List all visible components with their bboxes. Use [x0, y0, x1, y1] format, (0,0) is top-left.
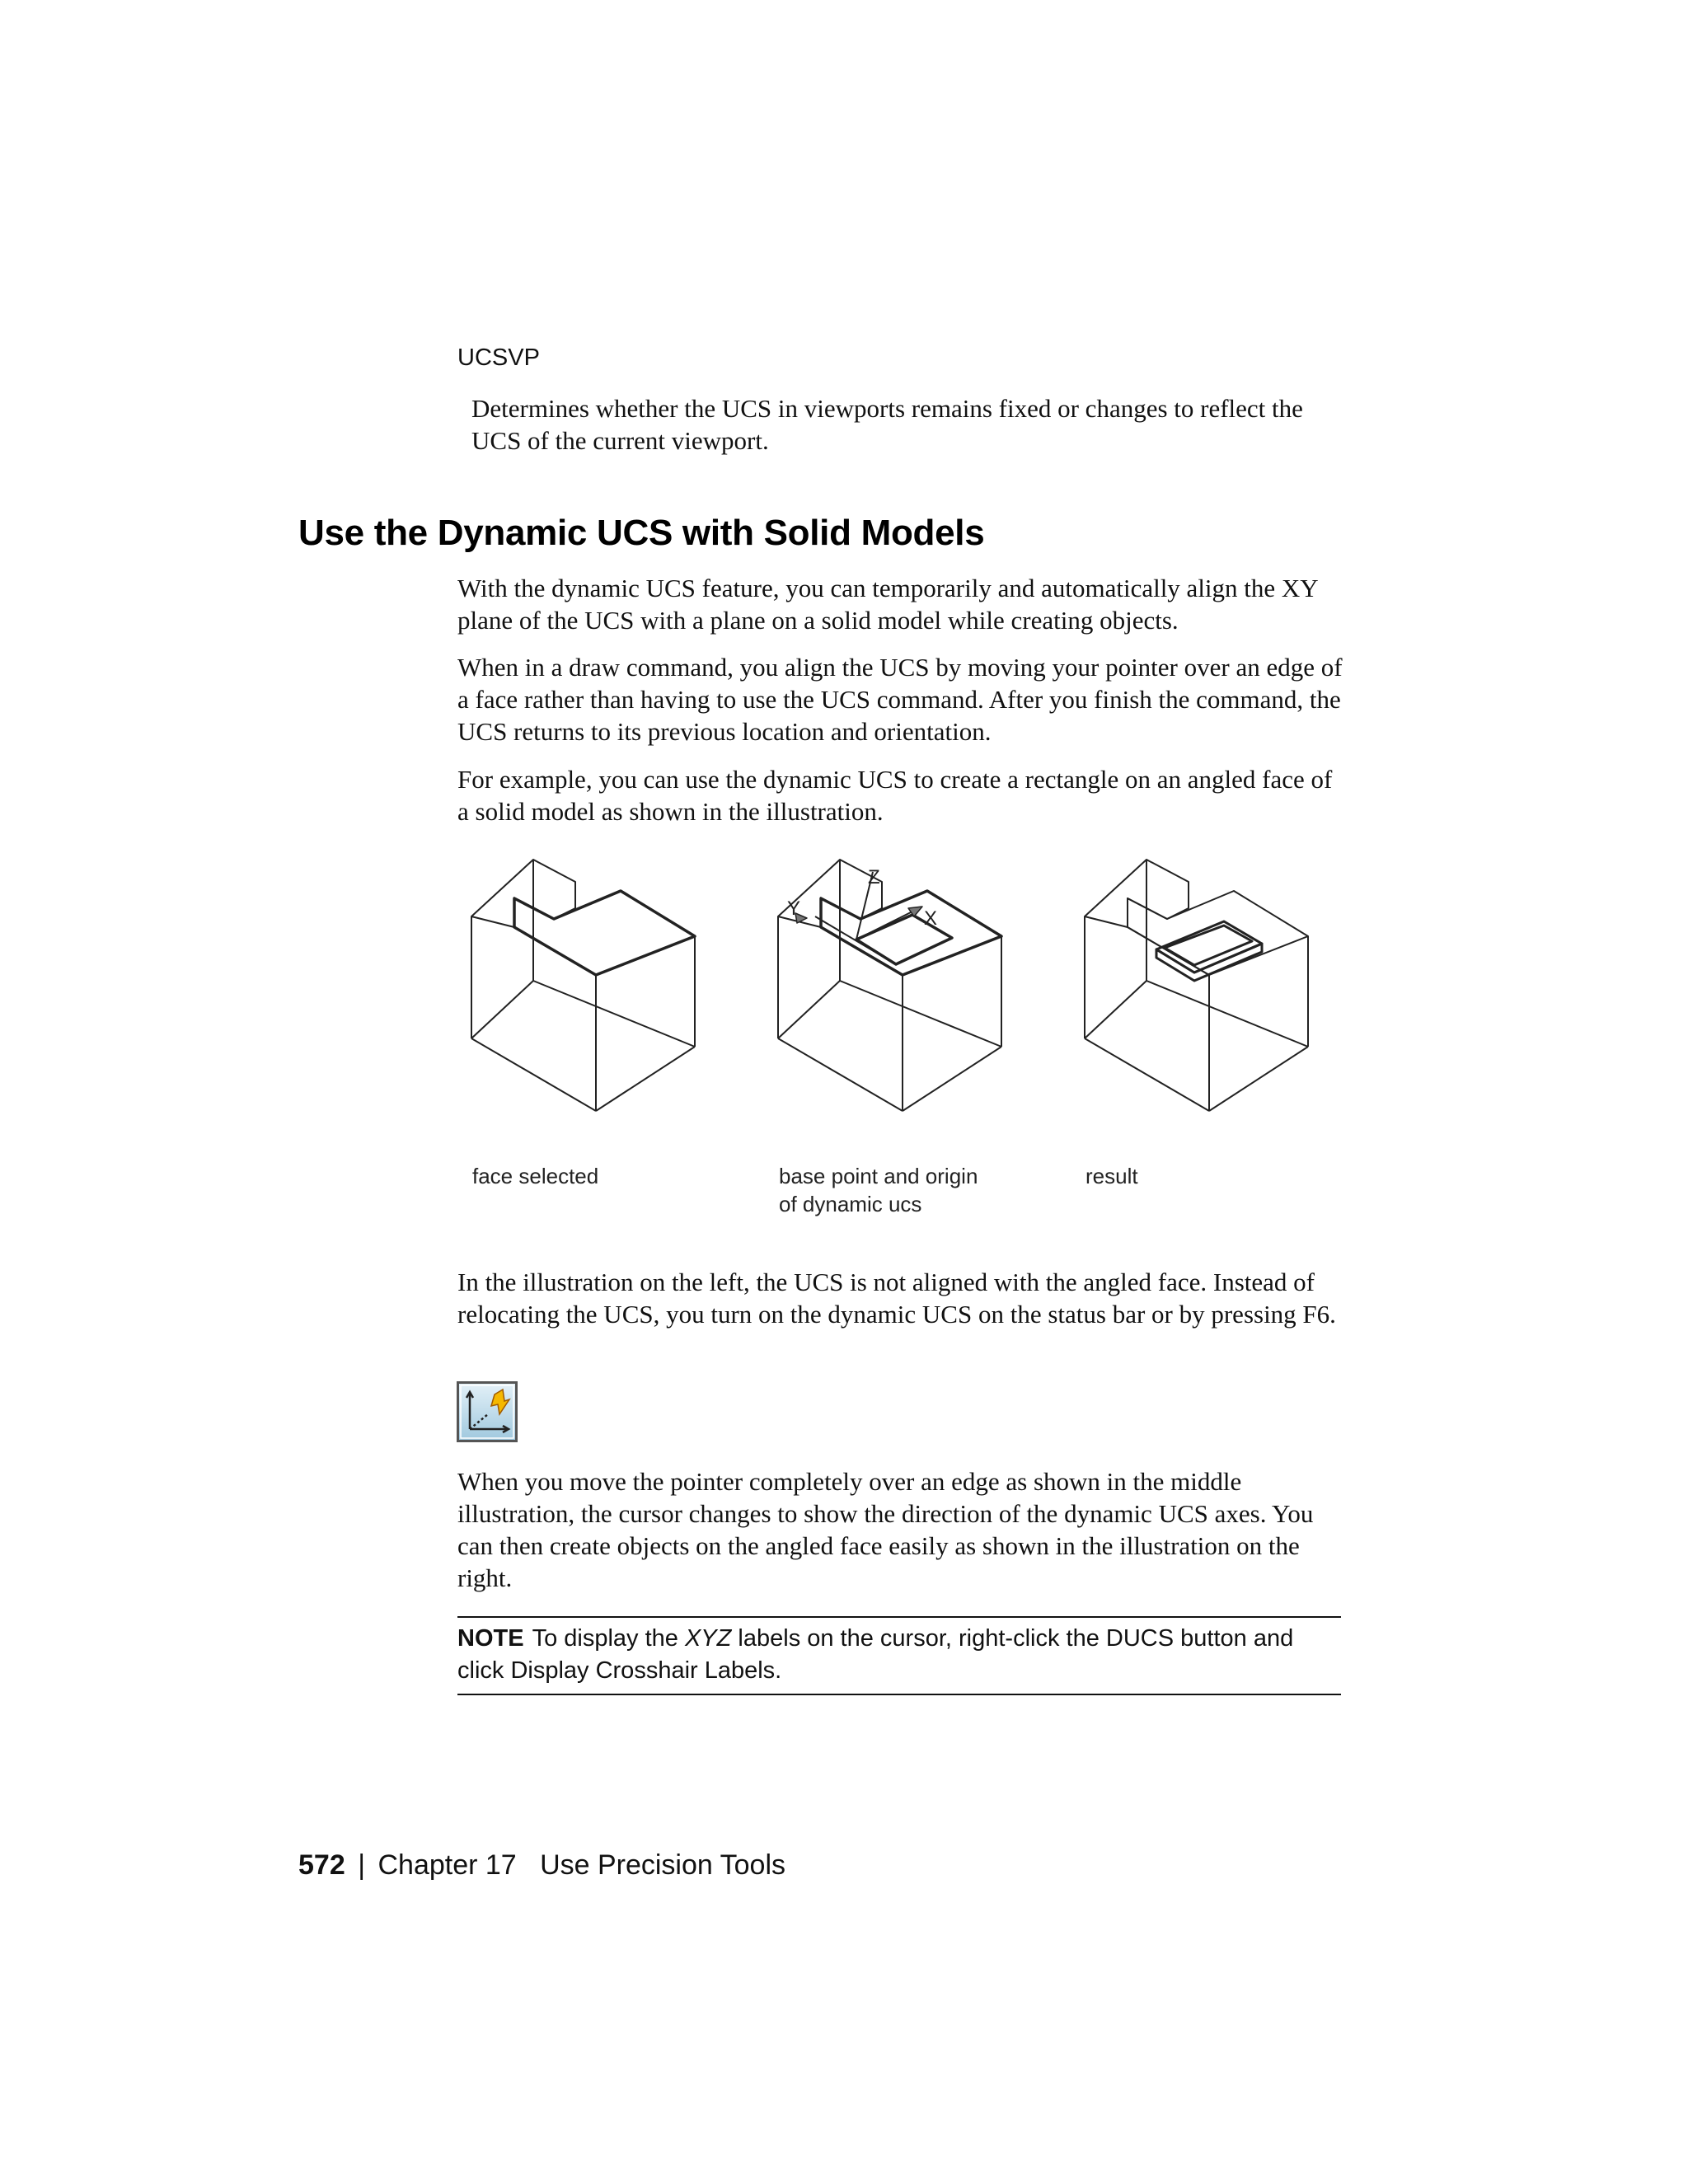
note-text-before: To display the	[532, 1625, 685, 1652]
note-label: NOTE	[457, 1625, 524, 1652]
caption-result: result	[1085, 1164, 1138, 1188]
page-footer	[298, 1849, 785, 1882]
axis-label-x: X	[924, 907, 938, 930]
footer-chapter: Chapter 17	[377, 1849, 517, 1881]
paragraph-draw-command: When in a draw command, you align the UCS by moving your pointer over an edge of a face rather than having to use the UCS command. After you finish the command, the UCS returns to its previous location and orientation.	[457, 653, 1343, 746]
note-box	[457, 1616, 1341, 1695]
solid-face-selected	[471, 860, 695, 1111]
footer-chapter-title: Use Precision Tools	[540, 1849, 786, 1881]
caption-base-point	[779, 1162, 1026, 1218]
note-text-after: labels on the cursor, right-click the DUCS button and click Display Crosshair Labels.	[457, 1625, 1294, 1684]
paragraph-left-illustration: In the illustration on the left, the UCS is not aligned with the angled face. Instead of relocating the UCS, you turn on the dynamic UCS on the status bar or by pressing F6.	[457, 1268, 1336, 1329]
solid-base-point	[778, 860, 1001, 1111]
footer-separator: |	[358, 1849, 366, 1881]
axis-label-y: Y	[787, 898, 801, 920]
axis-label-z: Z	[868, 866, 880, 888]
sysvar-description: Determines whether the UCS in viewports remains fixed or changes to reflect the UCS of the current viewport.	[471, 394, 1303, 455]
solid-result	[1085, 860, 1308, 1111]
note-italic: XYZ	[684, 1625, 732, 1652]
paragraph-example: For example, you can use the dynamic UCS to create a rectangle on an angled face of a solid model as shown in the illustration.	[457, 765, 1333, 826]
caption-base-point-line2: of dynamic ucs	[779, 1192, 922, 1216]
paragraph-move-pointer: When you move the pointer completely over an edge as shown in the middle illustration, the cursor changes to show the direction of the dynamic UCS axes. You can then create objects on the angled face easily as shown in the illustration on the right.	[457, 1467, 1314, 1592]
sysvar-name: UCSVP	[457, 344, 540, 371]
caption-base-point-line1: base point and origin	[779, 1164, 978, 1188]
page-number: 572	[298, 1849, 345, 1881]
ducs-button-icon	[457, 1381, 518, 1442]
paragraph-intro: With the dynamic UCS feature, you can temporarily and automatically align the XY plane of the UCS with a plane on a solid model while creating objects.	[457, 574, 1318, 635]
caption-face-selected: face selected	[472, 1164, 599, 1188]
section-heading: Use the Dynamic UCS with Solid Models	[298, 513, 985, 553]
